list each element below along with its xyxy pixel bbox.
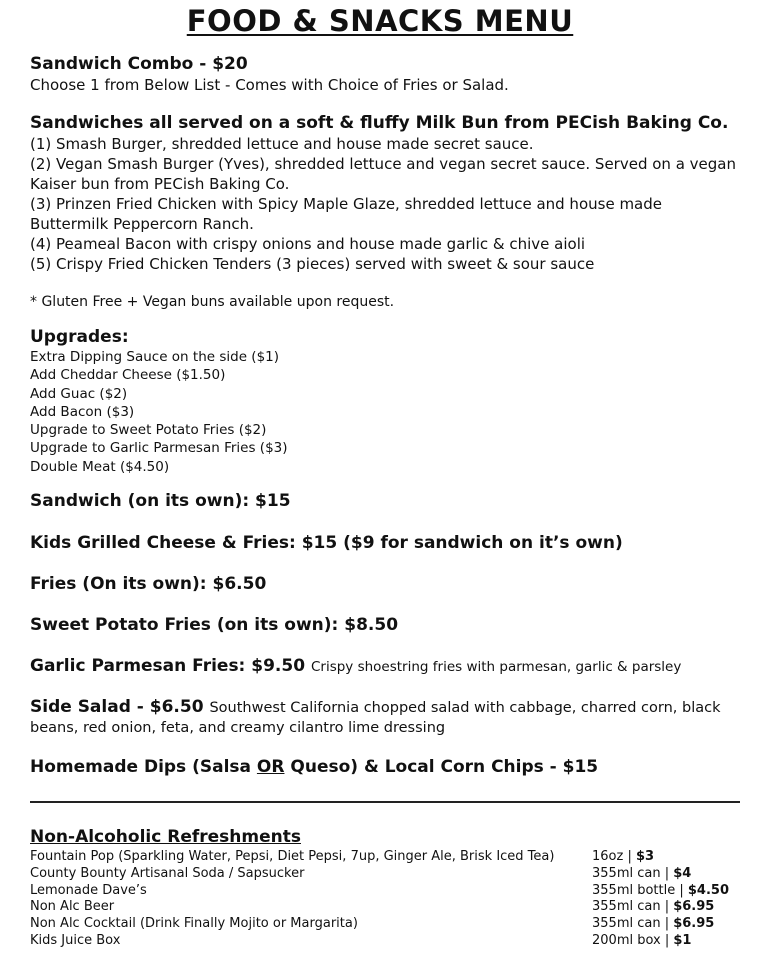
- drink-name: Fountain Pop (Sparkling Water, Pepsi, Diet Pepsi, 7up, Ginger Ale, Brisk Iced Tea): [30, 849, 555, 864]
- sandwich-line: Buttermilk Peppercorn Ranch.: [30, 215, 254, 233]
- upgrade-item: Add Bacon ($3): [30, 403, 135, 420]
- drink-row: [30, 849, 750, 866]
- drink-row: [30, 933, 750, 950]
- item-sandwich-alone: [30, 490, 750, 512]
- drink-name: Kids Juice Box: [30, 932, 121, 948]
- fries-label: Fries (On its own): $6.50: [30, 574, 267, 594]
- item-side-salad: [30, 696, 750, 738]
- kids-grilled-cheese-label: Kids Grilled Cheese & Fries: $15 ($9 for sandwich on it’s own): [30, 533, 623, 553]
- drink-size-price: [592, 916, 714, 933]
- sandwich-line: (3) Prinzen Fried Chicken with Spicy Maple Glaze, shredded lettuce and house made: [30, 195, 662, 213]
- combo-section: [30, 53, 750, 95]
- drink-size: 355ml can |: [592, 899, 674, 915]
- garlic-fries-label: Garlic Parmesan Fries: $9.50: [30, 656, 306, 676]
- item-fries: [30, 573, 750, 595]
- combo-subtext: Choose 1 from Below List - Comes with Choice of Fries or Salad.: [30, 76, 509, 94]
- sandwich-line: (4) Peameal Bacon with crispy onions and house made garlic & chive aioli: [30, 235, 586, 253]
- drink-size: 355ml bottle |: [592, 882, 688, 898]
- drink-price: $3: [635, 849, 655, 864]
- drink-size-price: [592, 933, 691, 950]
- sandwiches-section: [30, 112, 750, 274]
- upgrade-item: Add Guac ($2): [30, 385, 128, 402]
- drink-size-price: [592, 883, 729, 900]
- drink-name: Lemonade Dave’s: [30, 882, 147, 898]
- dips-line: [30, 756, 750, 778]
- upgrades-heading: Upgrades:: [30, 327, 129, 347]
- drink-size-price: [592, 899, 714, 916]
- combo-heading: Sandwich Combo - $20: [30, 54, 248, 74]
- side-salad-description-cont: beans, red onion, feta, and creamy cilantro lime dressing: [30, 720, 446, 736]
- gluten-free-note: * Gluten Free + Vegan buns available upon request.: [30, 294, 395, 310]
- upgrade-item: Double Meat ($4.50): [30, 458, 170, 475]
- sandwich-line: (5) Crispy Fried Chicken Tenders (3 pieces) served with sweet & sour sauce: [30, 255, 595, 273]
- drinks-list: [30, 849, 750, 950]
- drink-name: Non Alc Cocktail (Drink Finally Mojito or Margarita): [30, 916, 358, 932]
- drink-size-price: [592, 866, 691, 883]
- upgrade-item: Add Cheddar Cheese ($1.50): [30, 367, 226, 384]
- dips-label-end: Queso) & Local Corn Chips - $15: [284, 757, 599, 777]
- bun-note: [30, 293, 750, 311]
- drink-size: 355ml can |: [592, 865, 674, 881]
- upgrade-item: Upgrade to Garlic Parmesan Fries ($3): [30, 440, 288, 457]
- dips-or: OR: [256, 757, 285, 777]
- side-salad-label: Side Salad - $6.50: [30, 697, 204, 717]
- item-dips: [30, 756, 750, 778]
- drink-row: [30, 866, 750, 883]
- upgrade-item: Extra Dipping Sauce on the side ($1): [30, 349, 280, 365]
- drink-name: Non Alc Beer: [30, 899, 115, 915]
- drink-price: $4: [673, 865, 692, 881]
- dips-label-start: Homemade Dips (Salsa: [30, 757, 257, 777]
- drink-size: 355ml can |: [592, 916, 674, 932]
- sandwich-line: Kaiser bun from PECish Baking Co.: [30, 175, 290, 193]
- sweet-potato-fries-label: Sweet Potato Fries (on its own): $8.50: [30, 615, 399, 635]
- drink-price: $6.95: [673, 899, 715, 915]
- section-divider: [30, 801, 740, 803]
- drink-price: $1: [673, 932, 692, 948]
- item-garlic-fries: [30, 655, 750, 678]
- drink-row: [30, 899, 750, 916]
- drink-price: $4.50: [687, 882, 729, 898]
- drinks-heading: Non-Alcoholic Refreshments: [30, 827, 301, 847]
- sandwiches-heading: Sandwiches all served on a soft & fluffy Milk Bun from PECish Baking Co.: [30, 113, 729, 133]
- item-kids: [30, 532, 750, 554]
- side-salad-description: Southwest California chopped salad with cabbage, charred corn, black: [209, 700, 721, 716]
- garlic-fries-description: Crispy shoestring fries with parmesan, garlic & parsley: [310, 659, 682, 675]
- drink-size: 200ml box |: [592, 932, 674, 948]
- sandwich-line: (1) Smash Burger, shredded lettuce and house made secret sauce.: [30, 135, 534, 153]
- drink-size: 16oz |: [592, 849, 636, 864]
- drink-size-price: [592, 849, 654, 866]
- item-sweet-potato: [30, 614, 750, 636]
- upgrades-section: [30, 326, 750, 476]
- drink-row: [30, 883, 750, 900]
- sandwich-alone-label: Sandwich (on its own): $15: [30, 491, 291, 511]
- page-title: FOOD & SNACKS MENU: [186, 4, 574, 38]
- drink-name: County Bounty Artisanal Soda / Sapsucker: [30, 865, 305, 881]
- upgrade-item: Upgrade to Sweet Potato Fries ($2): [30, 422, 267, 439]
- drink-price: $6.95: [673, 916, 715, 932]
- garlic-fries-line: [30, 655, 750, 678]
- drink-row: [30, 916, 750, 933]
- sandwich-line: (2) Vegan Smash Burger (Yves), shredded lettuce and vegan secret sauce. Served on a vegan: [30, 155, 736, 173]
- side-salad-line: [30, 696, 750, 719]
